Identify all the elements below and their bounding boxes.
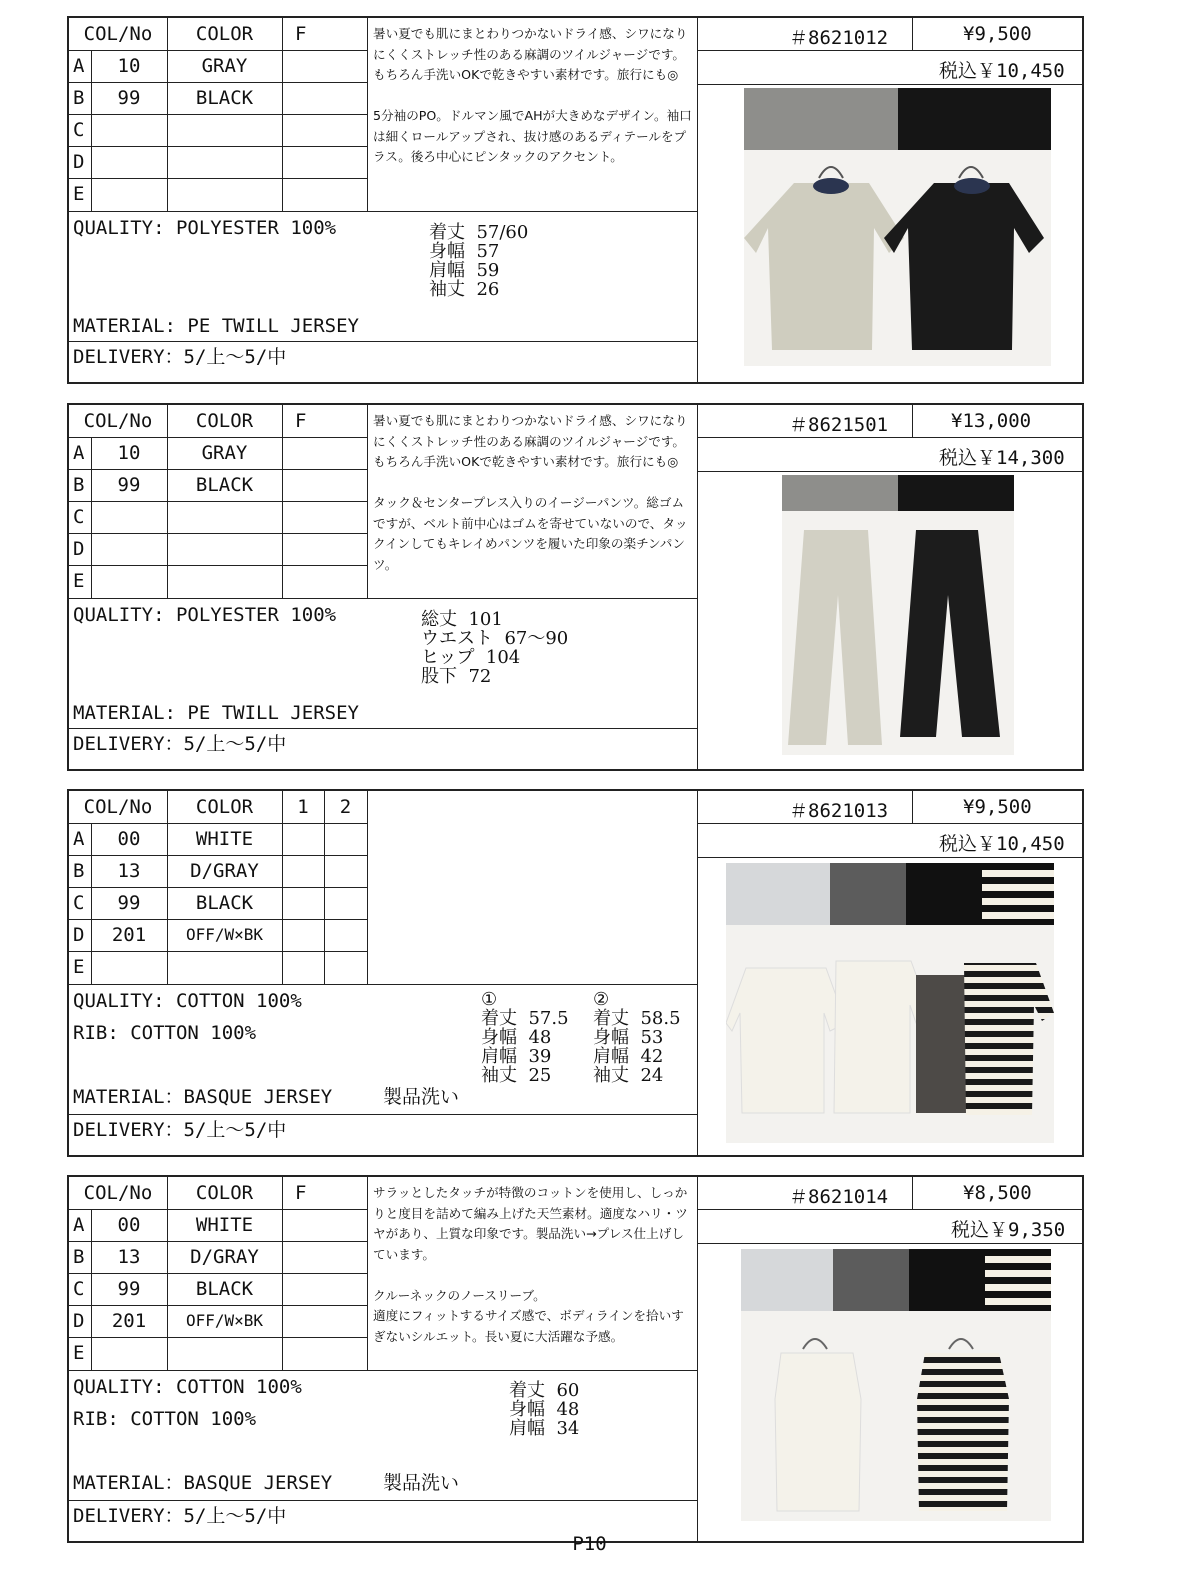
row-color: GRAY (201, 55, 248, 77)
size-header: F (295, 410, 307, 432)
row-no: 13 (117, 860, 141, 882)
row-letter: C (73, 892, 85, 914)
row-color: WHITE (195, 1214, 254, 1236)
rib-label: RIB: COTTON 100% (73, 1022, 257, 1044)
row-letter: A (73, 1214, 85, 1236)
garment-illustration (741, 1249, 1051, 1521)
row-no: 10 (117, 442, 141, 464)
row-color: OFF/W×BK (185, 925, 264, 944)
product-code: ＃8621014 (789, 1186, 889, 1208)
color-header: COLOR (195, 796, 254, 818)
product-photo (726, 863, 1054, 1143)
row-letter: E (73, 183, 85, 205)
measurements: 着丈 60 身幅 48 肩幅 34 (509, 1380, 580, 1439)
row-color: BLACK (195, 892, 254, 914)
row-letter: E (73, 956, 85, 978)
row-letter: D (73, 538, 85, 560)
product-description: 暑い夏でも肌にまとわりつかないドライ感、シワになりにくくストレッチ性のある麻調のツイルジャージです。もちろん手洗いOKで乾きやすい素材です。旅行にも◎ タック＆センタープレス入りのイージーパンツ。総ゴムですが、ベルト前中心はゴムを寄せていないので、タックインしてもキレイめパンツを履いた印象の楽チンパンツ。 (373, 413, 688, 572)
product-block-1 (67, 16, 1084, 384)
row-color: BLACK (195, 87, 254, 109)
delivery-label: DELIVERY：5/上～5/中 (73, 346, 287, 368)
row-no: 99 (117, 87, 141, 109)
row-color: GRAY (201, 442, 248, 464)
row-letter: A (73, 442, 85, 464)
tax-price: 税込￥14,300 (939, 447, 1065, 469)
measurements-size-2: ② 着丈 58.5 身幅 53 肩幅 42 袖丈 24 (593, 989, 681, 1086)
page-number: P10 (572, 1533, 607, 1555)
product-description: サラッとしたタッチが特徴のコットンを使用し、しっかりと度目を詰めて編み上げた天竺素材。適度なハリ・ツヤがあり、上質な印象です。製品洗い→プレス仕上げしています。 クルーネックのノースリーブ。 適度にフィットするサイズ感で、ボディラインを拾いすぎないシルエット。長い夏に大活躍な予感。 (373, 1185, 688, 1344)
row-letter: D (73, 151, 85, 173)
tax-price: 税込￥10,450 (939, 60, 1065, 82)
wash-label: 製品洗い (383, 1086, 460, 1108)
product-block-2 (67, 403, 1084, 771)
row-letter: D (73, 924, 85, 946)
color-header: COLOR (195, 1182, 254, 1204)
row-letter: E (73, 570, 85, 592)
row-no: 00 (117, 828, 141, 850)
size-header: F (295, 1182, 307, 1204)
product-photo (744, 88, 1051, 366)
delivery-label: DELIVERY：5/上～5/中 (73, 1119, 287, 1141)
measurements: 着丈 57/60 身幅 57 肩幅 59 袖丈 26 (429, 222, 529, 300)
row-letter: D (73, 1310, 85, 1332)
size-header: 1 (297, 796, 309, 818)
row-no: 99 (117, 892, 141, 914)
row-color: BLACK (195, 1278, 254, 1300)
rib-label: RIB: COTTON 100% (73, 1408, 257, 1430)
product-code: ＃8621012 (789, 27, 889, 49)
tax-price: 税込￥10,450 (939, 833, 1065, 855)
row-letter: C (73, 119, 85, 141)
product-description: 暑い夏でも肌にまとわりつかないドライ感、シワになりにくくストレッチ性のある麻調のツイルジャージです。もちろん手洗いOKで乾きやすい素材です。旅行にも◎ 5分袖のPO。ドルマン風でAHが大きめなデザイン。袖口は細くロールアップされ、抜け感のあるディテールをプラス。後ろ中心にピンタックのアクセント。 (373, 26, 692, 164)
garment-illustration (744, 88, 1051, 366)
product-price: ¥9,500 (963, 23, 1032, 45)
colno-header: COL/No (83, 23, 153, 45)
wash-label: 製品洗い (383, 1472, 460, 1494)
material-label: MATERIAL：BASQUE JERSEY (73, 1472, 333, 1494)
row-letter: B (73, 1246, 85, 1268)
row-color: BLACK (195, 474, 254, 496)
quality-label: QUALITY: POLYESTER 100% (73, 604, 337, 626)
row-letter: C (73, 1278, 85, 1300)
row-no: 201 (111, 924, 147, 946)
material-label: MATERIAL: PE TWILL JERSEY (73, 702, 359, 724)
row-no: 201 (111, 1310, 147, 1332)
row-color: OFF/W×BK (185, 1311, 264, 1330)
row-no: 99 (117, 474, 141, 496)
product-price: ¥13,000 (951, 410, 1032, 432)
color-header: COLOR (195, 23, 254, 45)
product-price: ¥9,500 (963, 796, 1032, 818)
row-color: D/GRAY (190, 1246, 259, 1268)
row-letter: B (73, 87, 85, 109)
product-code: ＃8621013 (789, 800, 889, 822)
row-letter: B (73, 860, 85, 882)
colno-header: COL/No (83, 1182, 153, 1204)
row-letter: C (73, 506, 85, 528)
row-no: 10 (117, 55, 141, 77)
colno-header: COL/No (83, 410, 153, 432)
size-header: F (295, 23, 307, 45)
quality-label: QUALITY: COTTON 100% (73, 1376, 302, 1398)
row-letter: A (73, 828, 85, 850)
material-label: MATERIAL: PE TWILL JERSEY (73, 315, 359, 337)
row-no: 00 (117, 1214, 141, 1236)
color-header: COLOR (195, 410, 254, 432)
row-no: 99 (117, 1278, 141, 1300)
row-no: 13 (117, 1246, 141, 1268)
product-photo (782, 475, 1014, 755)
product-block-4 (67, 1175, 1084, 1543)
delivery-label: DELIVERY：5/上～5/中 (73, 733, 287, 755)
row-color: WHITE (195, 828, 254, 850)
product-photo (741, 1249, 1051, 1521)
garment-illustration (782, 475, 1014, 755)
quality-label: QUALITY: COTTON 100% (73, 990, 302, 1012)
row-color: D/GRAY (190, 860, 259, 882)
product-block-3 (67, 789, 1084, 1157)
product-code: ＃8621501 (789, 414, 889, 436)
garment-illustration (726, 863, 1054, 1143)
size-header: 2 (339, 796, 352, 818)
measurements-size-1: ① 着丈 57.5 身幅 48 肩幅 39 袖丈 25 (481, 989, 569, 1086)
row-letter: E (73, 1342, 85, 1364)
quality-label: QUALITY: POLYESTER 100% (73, 217, 337, 239)
row-letter: B (73, 474, 85, 496)
colno-header: COL/No (83, 796, 153, 818)
row-letter: A (73, 55, 85, 77)
measurements: 総丈 101 ウエスト 67～90 ヒップ 104 股下 72 (421, 609, 569, 687)
delivery-label: DELIVERY：5/上～5/中 (73, 1505, 287, 1527)
tax-price: 税込￥9,350 (951, 1219, 1066, 1241)
material-label: MATERIAL：BASQUE JERSEY (73, 1086, 333, 1108)
product-price: ¥8,500 (963, 1182, 1032, 1204)
